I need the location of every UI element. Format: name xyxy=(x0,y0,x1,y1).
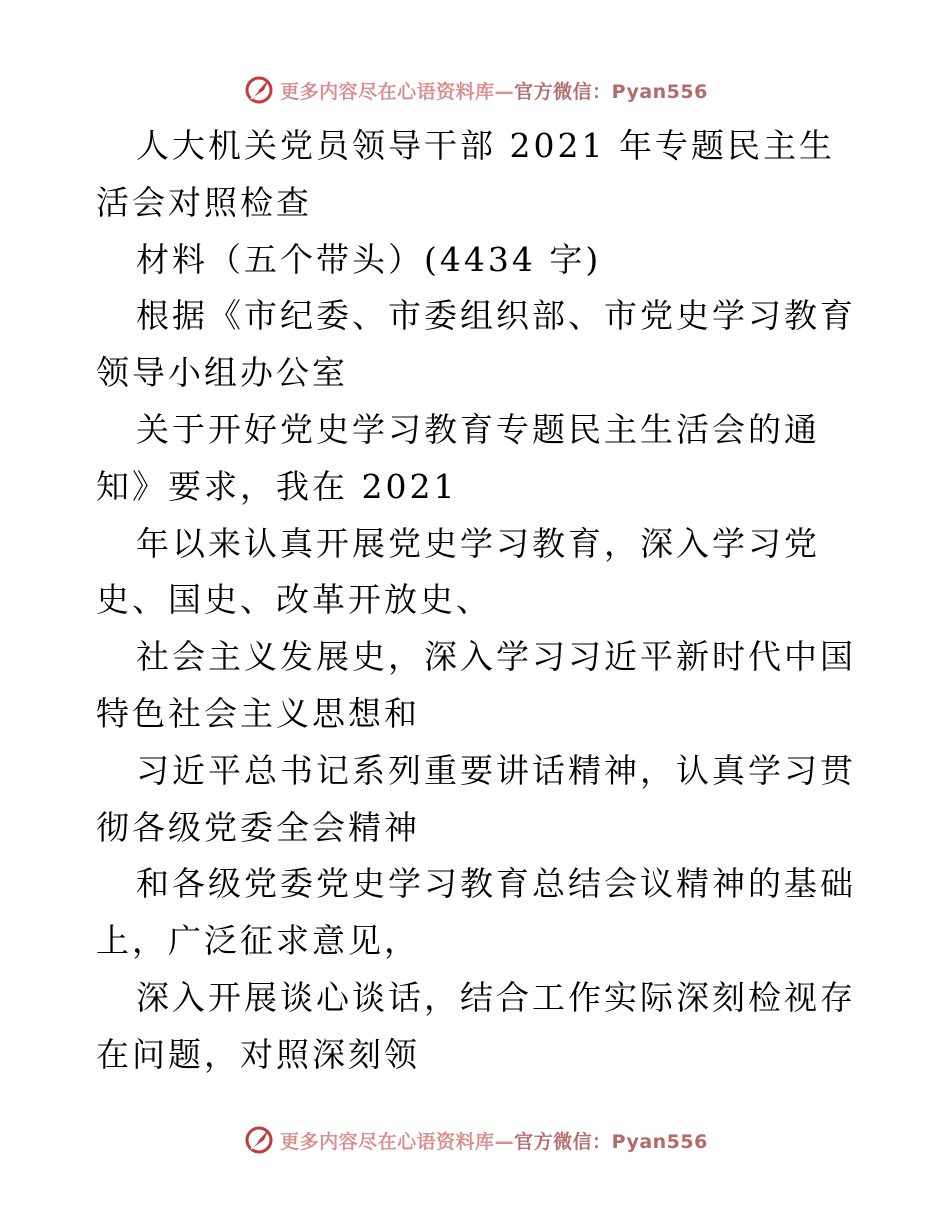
quill-logo-icon xyxy=(242,73,276,107)
quill-logo-icon xyxy=(242,1123,276,1157)
paragraph: 人大机关党员领导干部 2021 年专题民主生活会对照检查 xyxy=(96,126,835,222)
paragraph: 材料（五个带头）(4434 字) xyxy=(136,239,602,279)
watermark-separator: — xyxy=(494,1130,515,1153)
watermark-contact: 官方微信：Pyan556 xyxy=(514,80,708,103)
watermark-group xyxy=(242,73,708,107)
paragraph: 深入开展谈心谈话，结合工作实际深刻检视存在问题，对照深刻领 xyxy=(96,977,856,1074)
document-body xyxy=(96,118,856,1084)
watermark-brand: 更多内容尽在心语资料库 xyxy=(280,1130,495,1153)
watermark-text xyxy=(280,77,708,104)
watermark-text xyxy=(280,1127,708,1154)
paragraph: 和各级党委党史学习教育总结会议精神的基础上，广泛征求意见， xyxy=(96,864,856,961)
paragraph: 关于开好党史学习教育专题民主生活会的通知》要求，我在 2021 xyxy=(96,409,820,506)
watermark-separator: — xyxy=(494,80,515,103)
watermark-group xyxy=(242,1123,708,1157)
paragraph: 根据《市纪委、市委组织部、市党史学习教育领导小组办公室 xyxy=(96,296,856,393)
watermark-brand: 更多内容尽在心语资料库 xyxy=(280,80,495,103)
footer-watermark xyxy=(0,1120,950,1160)
header-watermark xyxy=(0,70,950,110)
paragraph: 年以来认真开展党史学习教育，深入学习党史、国史、改革开放史、 xyxy=(96,523,820,620)
paragraph: 习近平总书记系列重要讲话精神，认真学习贯彻各级党委全会精神 xyxy=(96,750,856,847)
paragraph: 社会主义发展史，深入学习习近平新时代中国特色社会主义思想和 xyxy=(96,637,856,733)
watermark-contact: 官方微信：Pyan556 xyxy=(514,1130,708,1153)
